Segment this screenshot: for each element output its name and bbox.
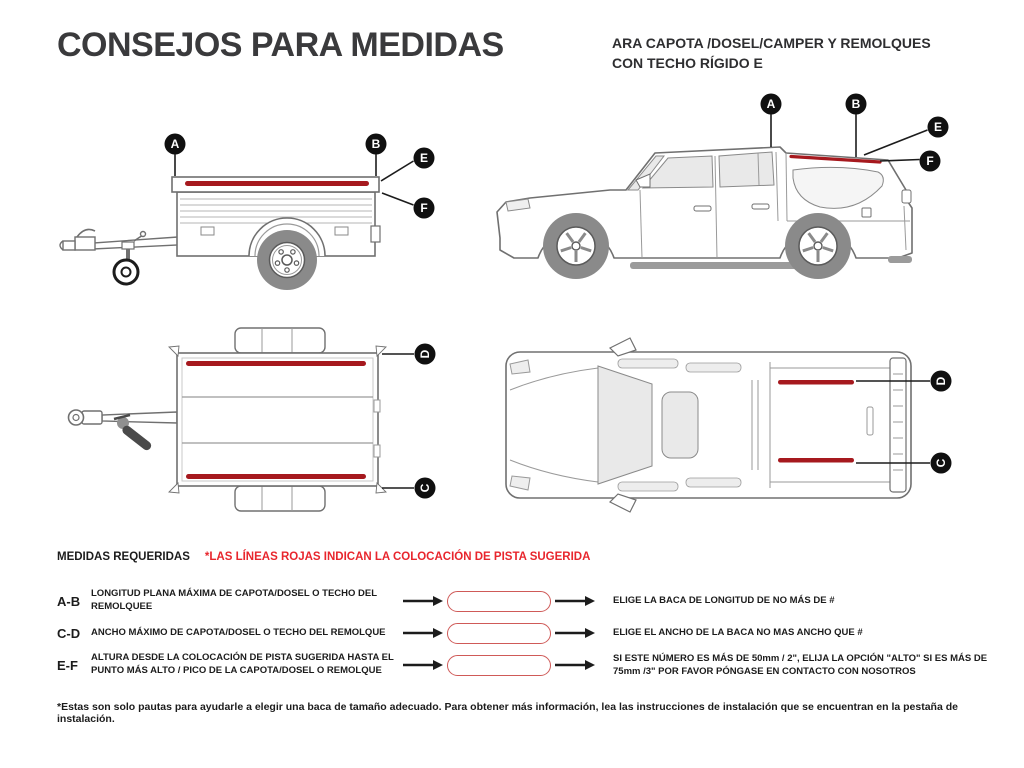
point-label-b: [366, 134, 387, 155]
point-label-b: [846, 94, 867, 115]
measurement-value-pill: [447, 623, 551, 644]
svg-text:A: A: [170, 137, 180, 151]
svg-text:D: D: [934, 376, 948, 386]
trailer-top-view-diagram: [30, 320, 480, 520]
trailer-wheel: [257, 230, 317, 290]
point-label-c: [931, 453, 952, 474]
svg-text:F: F: [420, 201, 428, 215]
red-lines-note: *LAS LÍNEAS ROJAS INDICAN LA COLOCACIÓN DE PISTA SUGERIDA: [204, 551, 591, 563]
subtitle-line-1: ARA CAPOTA /DOSEL/CAMPER Y REMOLQUES: [612, 35, 931, 51]
svg-text:E: E: [933, 120, 943, 134]
page-title: CONSEJOS PARA MEDIDAS: [57, 26, 504, 64]
measure-row-ef: [57, 647, 1009, 683]
point-label-a: [165, 134, 186, 155]
measurement-value-pill: [447, 655, 551, 676]
measures-heading-label: MEDIDAS REQUERIDAS: [57, 551, 190, 563]
truck-top-view-diagram: [490, 330, 990, 520]
point-label-d: [931, 371, 952, 392]
truck-top-outline: [506, 338, 911, 512]
arrow-right-icon: [554, 659, 596, 671]
measure-row-ab: [57, 584, 1009, 618]
svg-text:C: C: [934, 458, 948, 468]
measures-heading: [57, 551, 590, 563]
svg-text:F: F: [926, 154, 934, 168]
point-label-e: [414, 148, 435, 169]
measure-description: ALTURA DESDE LA COLOCACIÓN DE PISTA SUGERIDA HASTA EL PUNTO MÁS ALTO / PICO DE LA CAPOTA/DOSEL O REMOLQUE: [91, 652, 394, 676]
measure-instruction: ELIGE EL ANCHO DE LA BACA NO MAS ANCHO QUE #: [613, 627, 863, 639]
leader-lines: [382, 354, 414, 488]
svg-text:D: D: [418, 349, 432, 359]
truck-canopy-side-view-diagram: [490, 90, 1015, 315]
svg-text:C: C: [418, 483, 432, 493]
measure-key: A-B: [57, 593, 81, 609]
measure-key: E-F: [57, 657, 78, 673]
svg-text:B: B: [371, 137, 381, 151]
footnote: *Estas son solo pautas para ayudarle a elegir una baca de tamaño adecuado. Para obtener más información, lea las instrucciones de instalación que se encuentran en la pestaña de instalación.: [57, 701, 958, 725]
arrow-right-icon: [402, 595, 444, 607]
measurement-value-pill: [447, 591, 551, 612]
point-label-f: [920, 151, 941, 172]
measure-instruction: ELIGE LA BACA DE LONGITUD DE NO MÁS DE #: [613, 595, 835, 607]
arrow-right-icon: [402, 659, 444, 671]
point-label-f: [414, 198, 435, 219]
jockey-wheel: [114, 260, 138, 284]
trailer-outline: [60, 177, 380, 263]
subtitle-line-2: CON TECHO RÍGIDO E: [612, 55, 763, 72]
measure-instruction: SI ESTE NÚMERO ES MÁS DE 50mm / 2", ELIJA LA OPCIÓN "ALTO" SI ES MÁS DE 75mm /3" POR FAVOR PÓNGASE EN CONTACTO CON NOSOTROS: [613, 652, 988, 677]
svg-text:B: B: [851, 97, 861, 111]
trailer-side-view-diagram: [35, 100, 475, 315]
measure-row-cd: [57, 621, 1009, 645]
svg-text:A: A: [766, 97, 776, 111]
point-label-d: [415, 344, 436, 365]
suggested-track-line: [186, 361, 366, 366]
point-label-a: [761, 94, 782, 115]
measure-description: LONGITUD PLANA MÁXIMA DE CAPOTA/DOSEL O TECHO DEL REMOLQUEE: [91, 588, 377, 612]
measure-description: ANCHO MÁXIMO DE CAPOTA/DOSEL O TECHO DEL REMOLQUE: [91, 626, 386, 638]
arrow-right-icon: [402, 627, 444, 639]
suggested-track-line: [778, 380, 854, 385]
suggested-track-line: [778, 458, 854, 463]
arrow-right-icon: [554, 627, 596, 639]
measure-key: C-D: [57, 625, 81, 641]
suggested-track-line: [185, 181, 369, 186]
arrow-right-icon: [554, 595, 596, 607]
page-subtitle: [612, 33, 1012, 74]
point-label-e: [928, 117, 949, 138]
svg-text:E: E: [419, 151, 429, 165]
suggested-track-line: [186, 474, 366, 479]
point-label-c: [415, 478, 436, 499]
